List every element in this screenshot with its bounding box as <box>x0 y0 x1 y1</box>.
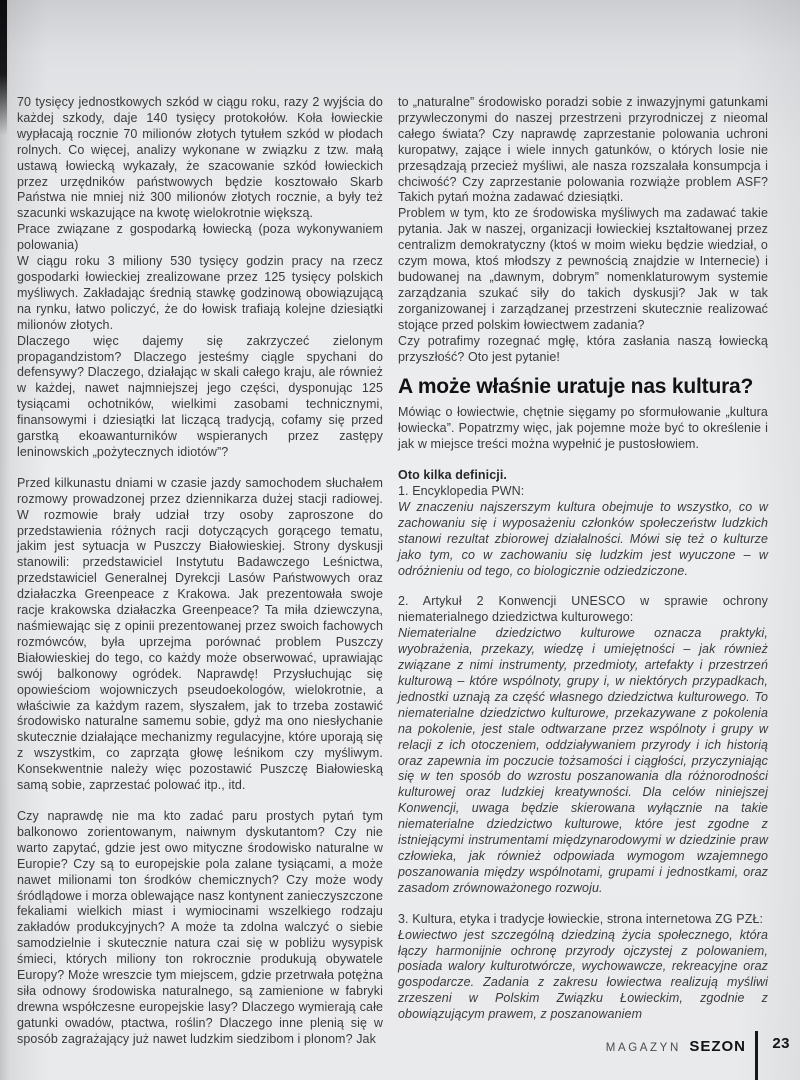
footer-page-number: 23 <box>772 1035 790 1052</box>
paragraph: Problem w tym, kto ze środowiska myśliwych ma zadawać takie pytania. Jak w naszej, organizacji łowieckiej kształtowanej przez centralizm demokratyczny (ktoś w moim wieku będzie wiedział, o czym mowa, ktoś młodszy z pewnością znajdzie w Internecie) i budowanej na „dawnym, dobrym” nomenklaturowym systemie zarządzania szukać siły do takich dyskusji? Jak w tak zorganizowanej i zarządzanej przestrzeni skutecznie realizować stojące przed polskim łowiectwem zadania? <box>398 206 768 332</box>
footer-divider <box>755 1031 758 1080</box>
paragraph: Przed kilkunastu dniami w czasie jazdy samochodem słuchałem rozmowy prowadzonej przez dziennikarza dużej stacji radiowej. W rozmowie brały udział trzy osoby zaproszone do przedstawienia różnych racji dotyczących gorącego tematu, jakim jest sytuacja w Puszczy Białowieskiej. Strony dyskusji stanowili: przedstawiciel Instytutu Badawczego Leśnictwa, przedstawiciel Generalnej Dyrekcji Lasów Państwowych oraz działaczka Greenpeace z Krakowa. Jak prezentowała swoje racje krakowska działaczka Greenpeace? Ta miła dziewczyna, naśmiewając się z opinii prezentowanej przez swoich fachowych rozmówców, była uprzejma porównać problem Puszczy Białowieskiej do tego, co każdy może obserwować, uprawiając swój balkonowy ogródek. Naprawdę! Przysłuchując się opowieściom wojowniczych pseudoekologów, wielokrotnie, a właściwie za każdym razem, słyszałem, jak to trzeba zostawić środowisko naturalne samemu sobie, gdyż ma ono niesłychanie skutecznie działające mechanizmy regulacyjne, które uporają się z wszystkim, co zaprząta głowę leśnikom czy myśliwym. Konsekwentnie należy więc pozostawić Puszczę Białowieską samą sobie, zaprzestać polować itp., itd. <box>17 475 383 793</box>
section-heading: A może właśnie uratuje nas kultura? <box>398 375 754 399</box>
paragraph: Prace związane z gospodarką łowiecką (poza wykonywaniem polowania) <box>17 222 383 253</box>
paragraph: 2. Artykuł 2 Konwencji UNESCO w sprawie ochrony niematerialnego dziedzictwa kulturowego: <box>398 594 768 625</box>
footer-magazine <box>606 1038 746 1056</box>
footer-magazine-logo: SEZON <box>689 1038 746 1055</box>
footer-magazine-label: MAGAZYN <box>605 1042 681 1054</box>
paragraph: Łowiectwo jest szczególną dziedziną życia społecznego, która łączy harmonijnie ochronę przyrody ojczystej z polowaniem, posiada walory kulturotwórcze, wychowawcze, rekreacyjne oraz gospodarcze. Zadania z zakresu łowiectwa realizują myśliwi zrzeszeni w Polskim Związku Łowieckim, zgodnie z obowiązującym prawem, z poszanowaniem <box>398 927 768 1022</box>
paragraph: W znaczeniu najszerszym kultura obejmuje to wszystko, co w zachowaniu się i wyposażeniu członków społeczeństw ludzkich stanowi rezultat zbiorowej działalności. Mówi się też o kulturze jako tym, co w zachowaniu się ludzkim jest wyuczone – w odróżnieniu od tego, co biologicznie odziedziczone. <box>398 499 768 578</box>
paragraph: Czy naprawdę nie ma kto zadać paru prostych pytań tym balkonowo zorientowanym, naiwnym dyskutantom? Czy nie warto zapytać, gdzie jest owo mityczne środowisko naturalne w Europie? Czy są to europejskie pola zalane tysiącami, a może nawet milionami ton środków chemicznych? Czy może wody śródlądowe i morza oblewające nasz kontynent zanieczyszczone fekaliami wielkich miast i wymiocinami wszelkiego rodzaju zakładów produkcyjnych? A może ta zdolna walczyć o siebie samodzielnie i skutecznie natura czai się w pobliżu wysypisk śmieci, których miliony ton rokrocznie produkują obywatele Europy? Może wreszcie tym miejscem, gdzie przetrwała potężna siła odnowy środowiska naturalnego, są zamienione w fabryki drewna współczesne europejskie lasy? Dlaczego wymierają całe gatunki owadów, ptactwa, roślin? Dlaczego inne plenią się w sposób zagrażający już nawet ludzkim siedzibom i plonom? Jak <box>17 808 383 1046</box>
paragraph: W ciągu roku 3 miliony 530 tysięcy godzin pracy na rzecz gospodarki łowieckiej zrealizowane przez 125 tysięcy polskich myśliwych. Zakładając średnią stawkę godzinową obowiązującą na rynku, łatwo policzyć, że do łowisk trafiają kolejne dziesiątki milionów złotych. <box>17 254 383 332</box>
right-column <box>398 95 768 1023</box>
paragraph: Czy potrafimy rozegnać mgłę, która zasłania naszą łowiecką przyszłość? Oto jest pytanie! <box>398 333 768 364</box>
paragraph: Dlaczego więc dajemy się zakrzyczeć zielonym propagandzistom? Dlaczego jesteśmy ciągle spychani do defensywy? Dlaczego, działając w skali całego kraju, ale również w każdej, nawet najmniejszej jego części, dysponując 125 tysiącami ochotników, wielkimi zasobami technicznymi, finansowymi i dziesiątki lat liczącą tradycją, cofamy się przed garstką ekoawanturników wspieranych przez zastępy leninowskich „pożytecznych idiotów”? <box>17 333 383 459</box>
paragraph: 1. Encyklopedia PWN: <box>398 484 525 499</box>
paragraph: 70 tysięcy jednostkowych szkód w ciągu roku, razy 2 wyjścia do każdej szkody, daje 140 tysięcy protokołów. Koła łowieckie wypłacają rocznie 70 milionów złotych tytułem szkód w płodach rolnych. Co więcej, analizy wykonane w związku z tzw. małą ustawą łowiecką wykazały, że szacowanie szkód łowieckich przez urzędników państwowych będzie kosztowało Skarb Państwa nie mniej niż 300 milionów złotych rocznie, a były też szacunki wskazujące na kwotę wielokrotnie większą. <box>17 95 383 221</box>
paragraph: Oto kilka definicji. <box>398 468 507 483</box>
paragraph: Niematerialne dziedzictwo kulturowe oznacza praktyki, wyobrażenia, przekazy, wiedzę i umiejętności – jak również związane z nimi instrumenty, przedmioty, artefakty i przestrzeń kulturową – które wspólnoty, grupy i, w niektórych przypadkach, jednostki uznają za część własnego dziedzictwa kulturowego. To niematerialne dziedzictwo kulturowe, przekazywane z pokolenia na pokolenie, jest stale odtwarzane przez wspólnoty i grupy w relacji z ich otoczeniem, oddziaływaniem przyrody i ich historią oraz zapewnia im poczucie tożsamości i ciągłości, przyczyniając się w ten sposób do wzrostu poszanowania dla różnorodności kulturowej oraz ludzkiej kreatywności. Dla celów niniejszej Konwencji, uwaga będzie skierowana wyłącznie na takie niematerialne dziedzictwo kulturowe, które jest zgodne z istniejącymi instrumentami międzynarodowymi w dziedzinie praw człowieka, jak również odpowiada wymogom wzajemnego poszanowania między wspólnotami, grupami i jednostkami, oraz zasadom zrównoważonego rozwoju. <box>398 626 768 895</box>
left-column <box>17 95 383 1048</box>
paragraph: to „naturalne” środowisko poradzi sobie z inwazyjnymi gatunkami przywleczonymi do naszej przestrzeni przyrodniczej z nieomal całego świata? Czy naprawdę zaprzestanie polowania uchroni kuropatwy, zające i wiele innych gatunków, o których losie nie przesądzają przecież myśliwi, ale nasza rozszalała konsumpcja i chciwość? Czy zaprzestanie polowania rozwiąże problem ASF? Takich pytań można zadawać dziesiątki. <box>398 95 768 205</box>
scan-edge-shadow <box>0 0 7 135</box>
paragraph: 3. Kultura, etyka i tradycje łowieckie, strona internetowa ZG PZŁ: <box>398 911 764 926</box>
paragraph: Mówiąc o łowiectwie, chętnie sięgamy po sformułowanie „kultura łowiecka”. Popatrzmy więc, jak pojemne może być to określenie i jak w miejsce treści można wypełnić je pustosłowiem. <box>398 405 768 452</box>
